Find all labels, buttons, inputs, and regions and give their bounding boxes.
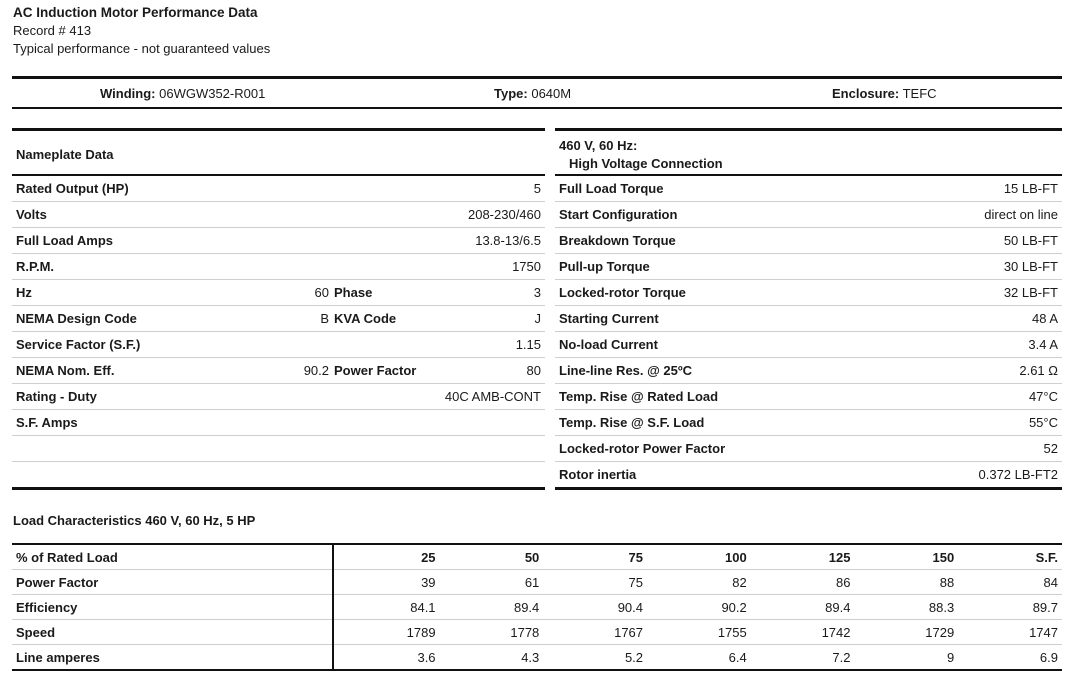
winding-value: 06WGW352-R001 [159,86,266,101]
connection-row-label: Rotor inertia [559,467,637,482]
enclosure-value: TEFC [902,86,937,101]
connection-header [555,131,1062,176]
top-rule [12,76,1062,79]
load-cell: 89.4 [440,595,544,620]
nameplate-row-label: R.P.M. [16,259,55,274]
load-cell: 82 [647,570,751,595]
winding-label: Winding: [100,86,156,101]
load-cell: 9 [946,649,955,665]
load-cell: 6.9 [1039,649,1058,665]
type-label: Type: [494,86,528,101]
connection-row-value: 32 LB-FT [1003,285,1058,300]
nameplate-row [12,254,545,280]
load-column-header: 150 [854,544,958,570]
connection-row [555,332,1062,358]
nameplate-row-value: 13.8-13/6.5 [475,233,541,248]
connection-row-value: 52 [1043,441,1058,456]
connection-row-value: 3.4 A [1028,337,1058,352]
connection-row-label: Temp. Rise @ S.F. Load [559,415,705,430]
nameplate-row-value: 1.15 [515,337,541,352]
load-cell: 1778 [440,620,544,645]
load-column-header: S.F. [958,544,1062,570]
load-header-row [12,544,1062,570]
nameplate-row-mid-value: 60 [314,285,329,300]
connection-row-label: Start Configuration [559,207,678,222]
nameplate-row-mid-value: B [320,311,329,326]
document-title: AC Induction Motor Performance Data [13,5,258,20]
motor-summary-row [12,82,1062,106]
enclosure-cell [832,86,937,101]
nameplate-row-mid-label: Phase [334,285,373,300]
connection-row [555,228,1062,254]
nameplate-row [12,202,545,228]
load-row-label: Power Factor [12,570,333,595]
load-cell: 86 [751,570,855,595]
load-header-label: % of Rated Load [12,544,333,570]
nameplate-row-value: 3 [533,285,541,300]
nameplate-row-value: 5 [533,181,541,196]
load-cell: 1767 [543,620,647,645]
load-cell: 6.4 [728,649,747,665]
connection-row-label: No-load Current [559,337,658,352]
connection-row-value: 30 LB-FT [1003,259,1058,274]
nameplate-row [12,228,545,254]
connection-row [555,254,1062,280]
nameplate-row [12,176,545,202]
type-value: 0640M [531,86,572,101]
load-cell: 39 [333,570,440,595]
load-column-header: 25 [333,544,440,570]
load-cell: 89.4 [751,595,855,620]
connection-row-value: 47°C [1028,389,1058,404]
nameplate-row [12,410,545,436]
nameplate-row-mid-label: Power Factor [334,363,417,378]
nameplate-row-label: Hz [16,285,32,300]
summary-bottom-rule [12,107,1062,109]
load-cell: 1747 [958,620,1062,645]
enclosure-label: Enclosure: [832,86,900,101]
load-row-label: Efficiency [12,595,333,620]
load-cell: 84.1 [333,595,440,620]
connection-panel [555,128,1062,490]
load-cell: 1755 [647,620,751,645]
connection-row [555,280,1062,306]
load-column-header: 75 [543,544,647,570]
nameplate-row-value: 208-230/460 [467,207,541,222]
load-cell: 1729 [854,620,958,645]
nameplate-row-mid-value: 90.2 [303,363,329,378]
load-row-label: Speed [12,620,333,645]
connection-row-label: Starting Current [559,311,659,326]
document-header [13,4,270,58]
load-cell: 4.3 [521,649,540,665]
connection-row-value: 2.61 Ω [1019,363,1058,378]
load-column-header: 50 [440,544,544,570]
load-cell: 90.4 [543,595,647,620]
load-row [12,645,1062,671]
load-cell: 84 [958,570,1062,595]
load-cell: 1742 [751,620,855,645]
load-row [12,620,1062,645]
connection-row-value: 15 LB-FT [1003,181,1058,196]
connection-row-label: Locked-rotor Power Factor [559,441,726,456]
load-cell: 7.2 [832,649,851,665]
load-characteristics-title: Load Characteristics 460 V, 60 Hz, 5 HP [13,513,256,528]
load-cell: 88.3 [854,595,958,620]
nameplate-row-label: NEMA Design Code [16,311,137,326]
nameplate-row-value: J [534,311,541,326]
load-row [12,595,1062,620]
connection-row-label: Temp. Rise @ Rated Load [559,389,719,404]
record-number: Record # 413 [13,23,92,38]
connection-row [555,176,1062,202]
load-row [12,570,1062,595]
nameplate-row-label: Volts [16,207,47,222]
connection-row-value: 55°C [1028,415,1058,430]
load-body [12,570,1062,671]
connection-row [555,462,1062,487]
connection-title-line1: 460 V, 60 Hz: [559,138,638,153]
load-cell: 1789 [333,620,440,645]
nameplate-row [12,306,545,332]
winding-cell [100,86,265,101]
nameplate-row-value: 1750 [512,259,541,274]
connection-row [555,436,1062,462]
nameplate-row [12,358,545,384]
nameplate-row [12,462,545,487]
nameplate-row-label: Full Load Amps [16,233,114,248]
connection-row-label: Full Load Torque [559,181,664,196]
connection-rows [555,176,1062,487]
nameplate-row-label: NEMA Nom. Eff. [16,363,115,378]
connection-row-value: 0.372 LB-FT2 [978,467,1058,482]
nameplate-row-label: Rated Output (HP) [16,181,129,196]
connection-row [555,384,1062,410]
load-cell: 61 [440,570,544,595]
connection-row [555,358,1062,384]
connection-title-line2: High Voltage Connection [569,156,723,171]
connection-row-value: 50 LB-FT [1003,233,1058,248]
load-cell: 89.7 [958,595,1062,620]
load-characteristics-table [12,543,1062,671]
load-cell: 3.6 [417,649,436,665]
load-cell: 75 [543,570,647,595]
type-cell [494,86,571,101]
nameplate-row-label: S.F. Amps [16,415,78,430]
nameplate-row-label: Rating - Duty [16,389,97,404]
load-cell: 88 [854,570,958,595]
nameplate-row [12,280,545,306]
nameplate-row [12,384,545,410]
load-cell: 5.2 [624,649,644,665]
connection-row-value: 48 A [1031,311,1058,326]
load-cell: 90.2 [647,595,751,620]
load-row-label: Line amperes [12,645,333,671]
nameplate-row-value: 80 [526,363,541,378]
nameplate-row [12,436,545,462]
connection-row [555,306,1062,332]
nameplate-row-value: 40C AMB-CONT [444,389,541,404]
connection-row-label: Breakdown Torque [559,233,676,248]
nameplate-row-mid-label: KVA Code [334,311,397,326]
load-column-header: 100 [647,544,751,570]
nameplate-rows [12,176,545,487]
connection-row [555,410,1062,436]
nameplate-panel [12,128,545,490]
disclaimer-note: Typical performance - not guaranteed values [13,41,271,56]
nameplate-row [12,332,545,358]
nameplate-header [12,131,545,176]
connection-row-label: Pull-up Torque [559,259,650,274]
nameplate-row-label: Service Factor (S.F.) [16,337,141,352]
connection-row [555,202,1062,228]
connection-row-label: Locked-rotor Torque [559,285,686,300]
load-column-header: 125 [751,544,855,570]
nameplate-title: Nameplate Data [16,147,114,162]
connection-row-label: Line-line Res. @ 25ºC [559,363,693,378]
connection-row-value: direct on line [984,207,1058,222]
